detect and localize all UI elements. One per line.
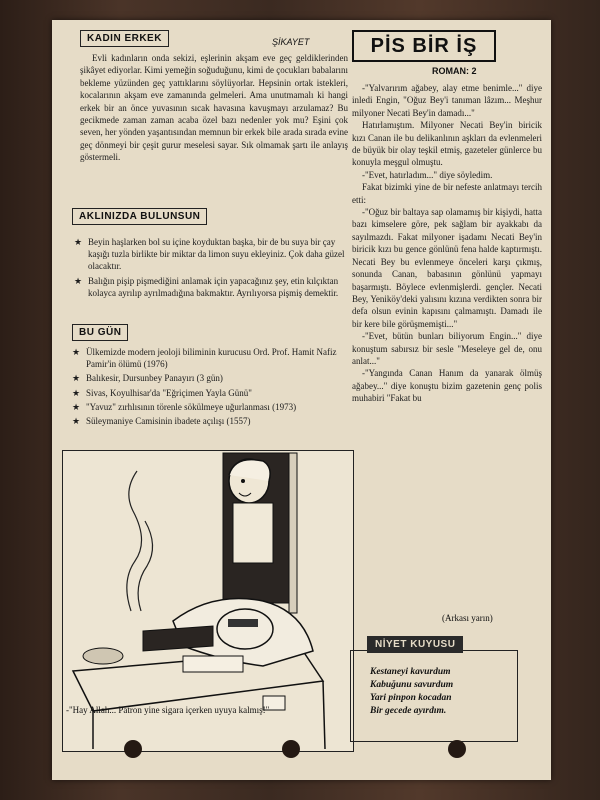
story-paragraph: -"Evet, hatırladım..." diye söyledim. — [362, 169, 493, 180]
story-paragraph: Hatırlamıştım. Milyoner Necati Bey'in biricik kızı Canan ile bu delikanlının aşkları da evlenmeleri de büyük bir olay teşkil etmiş, gazeteler günlerce bu konuyla meşgul olmuştu. — [352, 120, 542, 168]
poem-line: Kabuğunu savurdum — [370, 680, 454, 690]
kadin-erkek-article: Evli kadınların onda sekizi, eşlerinin akşam eve geç geldiklerinden şikâyet ediyorlar. Kimi yemeğin soğuduğunu, kimi de çocukları babalarını bekleme yüzünden geç yattıklarını söylüyorlar. Hepsinin ortak istekleri, kocalarının akşam eve zamanında gelmeleri. Ama unutmamalı ki hangi erkek bir an önce yuvasının sıcak havasına kavuşmayı arzulamaz? Bu gecikmede zaman zaman acaba özel bazı nedenler yok mu? Eşini çok seven, her yönden yaşantısından memnun bir erkek bile arada sırada evine geç dönmeyi bir çeşit gurur meselesi sayar. Sık olmamak şartı ile anlayış göstermeli. — [80, 53, 348, 163]
aklinizda-bulunsun-tab: AKLINIZDA BULUNSUN — [72, 208, 207, 225]
story-paragraph: -"Oğuz bir baltaya sap olamamış bir kişiydi, hatta bazı kimselere göre, pek sağlam bir ayakkabı da sayılmazdı. Fakat milyoner işadamı Necati Bey'in biricik kızı bu gence gönlünü fena halde kaptırmıştı. Necati Bey bu evlenmeye önceleri karşı çıkmış, sonunda Canan, babasının gönlünü yapmayı başarmıştı. Böylece evlenmişlerdi. gençler. Necati Bey, Yeniköy'deki yalısını kızına verdikten sonra bir defa olsun evinin kapısını çalmamıştı. Damadı ile bir kere bile görüşmemişti..." — [352, 207, 542, 329]
newspaper-clipping — [52, 20, 551, 780]
list-item: ★ Beyin haşlarken bol su içine koyduktan başka, bir de bu suya bir çay kaşığı tuzla birlikte bir miktar da limon suyu ekleyiniz. Çok daha güzel olacaktır. — [74, 237, 345, 272]
story-paragraph: -"Yangında Canan Hanım da yanarak ölmüş ağabey..." diye konuştu bizim gazetenin genç polis muhabiri "Fakat bu — [352, 368, 542, 404]
list-item: ★ Süleymaniye Camisinin ibadete açılışı (1557) — [72, 416, 251, 427]
sikayet-tag: ŞİKAYET — [272, 37, 310, 47]
punch-hole — [282, 740, 300, 758]
niyet-kuyusu-tab: NİYET KUYUSU — [367, 636, 463, 653]
serial-title: PİS BİR İŞ — [352, 30, 496, 62]
list-item: ★ "Yavuz" zırhlısının törenle sökülmeye uğurlanması (1973) — [72, 401, 297, 412]
star-icon: ★ — [72, 347, 81, 357]
continued-note: (Arkası yarın) — [442, 613, 493, 623]
list-item: ★ Balığın pişip pişmediğini anlamak için yapacağınız şey, etin kılçıktan kolayca ayrılıp ayrılmadığına bakmaktır. Ayrılıyorsa pişmiş demektir. — [74, 275, 339, 298]
poem-line: Yari pinpon kocadan — [370, 693, 452, 703]
aklinizda-list — [74, 236, 348, 301]
list-item: ★ Sivas, Koyulhisar'da "Eğriçimen Yayla Günü" — [72, 387, 252, 398]
kadin-erkek-tab: KADIN ERKEK — [80, 30, 169, 47]
star-icon: ★ — [72, 373, 81, 384]
star-icon: ★ — [72, 387, 81, 398]
poem-line: Bir gecede ayırdım. — [370, 706, 447, 716]
niyet-poem — [370, 666, 510, 718]
roman-number: ROMAN: 2 — [432, 66, 477, 76]
cartoon-caption: -"Hay Allah... Patron yine sigara içerken uyuya kalmış!" — [66, 705, 270, 715]
punch-hole — [448, 740, 466, 758]
story-paragraph: Fakat bizimki yine de bir nefeste anlatmayı tercih etti: — [352, 182, 542, 205]
story-paragraph: -"Yalvarırım ağabey, alay etme benimle..." diye inledi Engin, "Oğuz Bey'i tanıman lâzım... Meşhur milyoner Necati Bey'in damadı..." — [352, 83, 542, 118]
bu-gun-tab: BU GÜN — [72, 324, 128, 341]
story-paragraph: -"Evet, bütün bunları biliyorum Engin..." diye konuştum sabırsız bir sesle "Meseleye gel de, onu anlat..." — [352, 331, 542, 366]
serial-story — [352, 82, 542, 405]
star-icon: ★ — [74, 237, 83, 247]
punch-hole — [124, 740, 142, 758]
star-icon: ★ — [72, 416, 81, 427]
list-item: ★ Balıkesir, Dursunbey Panayırı (3 gün) — [72, 373, 223, 384]
star-icon: ★ — [74, 275, 83, 286]
poem-line: Kestaneyi kavurdum — [370, 667, 451, 677]
star-icon: ★ — [72, 401, 81, 412]
bu-gun-list — [72, 346, 348, 429]
list-item: ★ Ülkemizde modern jeoloji biliminin kurucusu Ord. Prof. Hamit Nafiz Pamir'in ölümü (1976) — [72, 347, 337, 370]
